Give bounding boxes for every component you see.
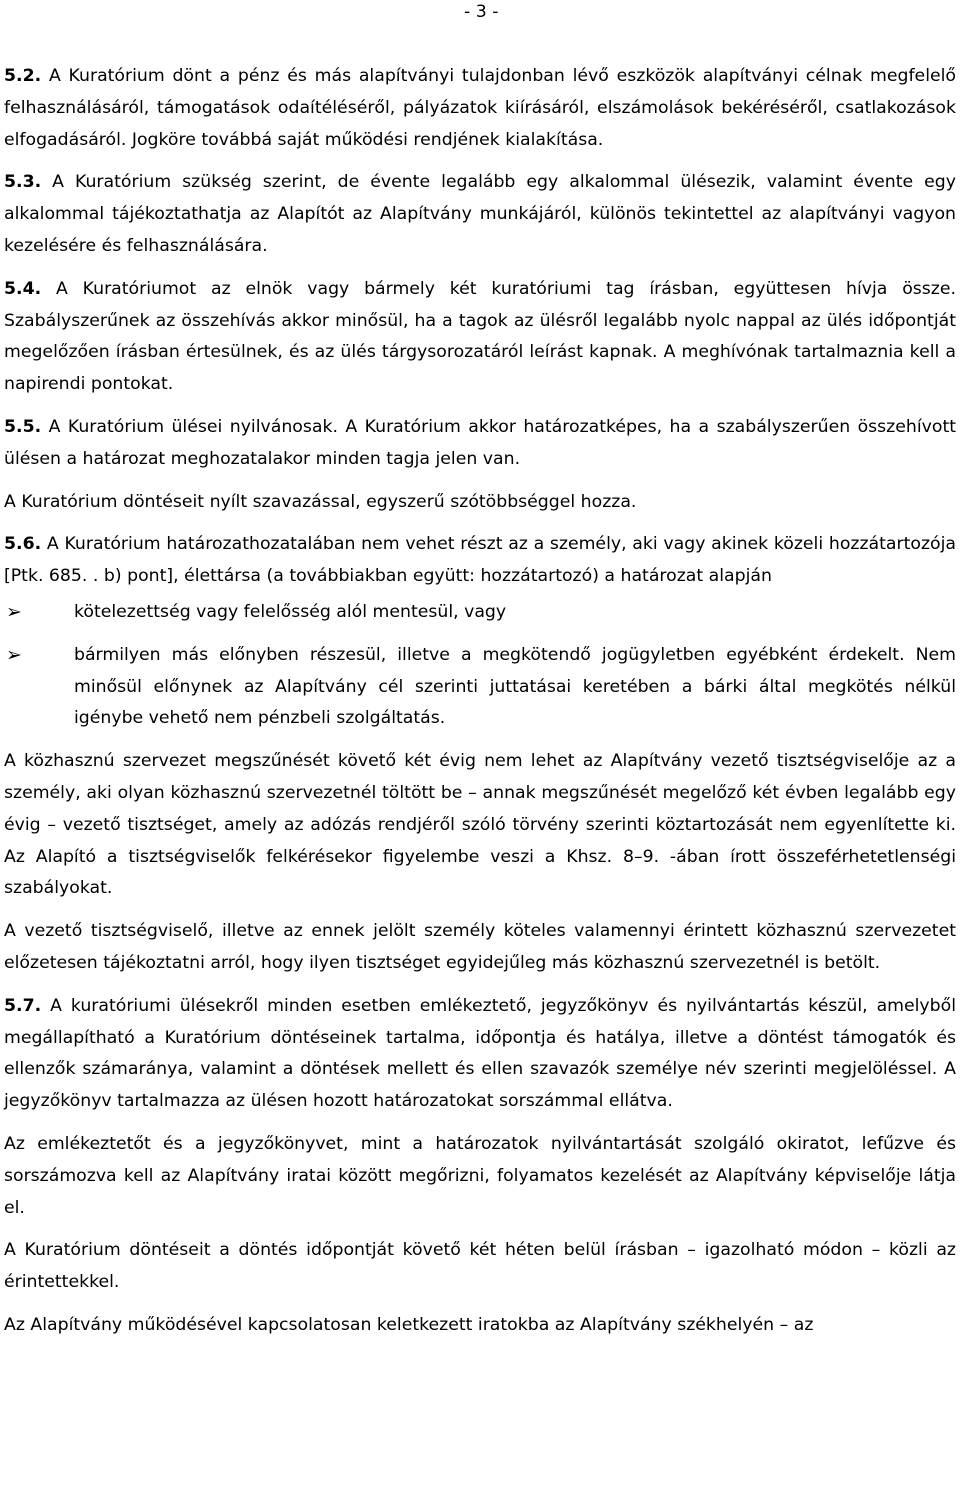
section-text: A Kuratórium ülései nyilvánosak. A Kuratórium akkor határozatképes, ha a szabályszerűen összehívott ülésen a határozat meghozatalakor minden tagja jelen van. [4,416,956,469]
arrow-bullet-icon: ➢ [6,643,22,666]
paragraph-records: Az emlékeztetőt és a jegyzőkönyvet, mint a határozatok nyilvántartását szolgáló okiratot, lefűzve és sorszámozva kell az Alapítvány iratai között megőrizni, folyamatos kezelését az Alapítvány képviselője látja el. [4,1133,956,1218]
section-5-3 [4,167,956,262]
section-5-7 [4,991,956,1118]
paragraph-documents: Az Alapítvány működésével kapcsolatosan keletkezett iratokba az Alapítvány székhelyén – az [4,1314,814,1335]
list-item-text: bármilyen más előnyben részesül, illetve a megkötendő jogügyletben egyébként érdekelt. Nem minősül előnynek az Alapítvány cél szerinti juttatásai keretében a bárki által megkötés nélkül igénybe vehető nem pénzbeli szolgáltatás. [74,644,956,729]
section-text: Szabályszerűnek az összehívás akkor minősül, ha a tagok az ülésről legalább nyolc nappal az ülés időpontját megelőzően írásban értesülnek, és az ülés tárgysorozatáról leírást kapnak. A meghívónak tartalmaznia kell a napirendi pontokat. [4,310,956,395]
section-5-5-voting: A Kuratórium döntéseit nyílt szavazással, egyszerű szótöbbséggel hozza. [4,491,637,512]
section-text: A Kuratóriumot az elnök vagy bármely két kuratóriumi tag írásban, együttesen hívja össze. [41,278,956,299]
section-text: A Kuratórium határozathozatalában nem vehet részt az a személy, aki vagy akinek közeli hozzátartozója [Ptk. 685. . b) pont], élettársa (a továbbiakban együtt: hozzátartozó) a határozat alapján [4,534,956,587]
paragraph-officer-notice: A vezető tisztségviselő, illetve az ennek jelölt személy köteles valamennyi érintett közhasznú szervezetet előzetesen tájékoztatni arról, hogy ilyen tisztséget egyidejűleg más közhasznú szervezetnél is betölt. [4,921,956,973]
list-item-text: kötelezettség vagy felelősség alól mentesül, vagy [74,601,507,622]
section-5-6 [4,529,956,593]
section-number: 5.6. [4,534,42,555]
section-5-2 [4,61,956,156]
section-5-5 [4,412,956,476]
section-number: 5.7. [4,995,42,1016]
paragraph-former-officer: A közhasznú szervezet megszűnését követő két évig nem lehet az Alapítvány vezető tisztségviselője az a személy, aki olyan közhasznú szervezetnél töltött be – annak megszűnését megelőző két évben legalább egy évig – vezető tisztséget, amely az adózás rendjéről szóló törvény szerinti köztartozását nem egyenlítette ki. Az Alapító a tisztségviselők felkérésekor figyelembe veszi a Khsz. 8–9. -ában írott összeférhetetlenségi szabályokat. [4,751,956,899]
section-text: A Kuratórium szükség szerint, de évente legalább egy alkalommal ülésezik, valamint évente egy alkalommal tájékoztathatja az Alapítót az Alapítvány munkájáról, különös tekintettel az alapítványi vagyon kezelésére és felhasználására. [4,172,956,256]
document-body [4,61,956,1353]
section-text: A Kuratórium dönt a pénz és más alapítványi tulajdonban lévő eszközök alapítványi célnak megfelelő felhasználásáról, támogatások odaítéléséről, pályázatok kiírásáról, elszámolások bekéréséről, csatlakozások elfogadásáról. Jogköre továbbá saját működési rendjének kialakítása. [4,66,956,150]
section-number: 5.3. [4,172,42,193]
section-number: 5.5. [4,416,42,437]
list-item [4,640,956,735]
section-number: 5.2. [4,66,42,86]
section-5-4 [4,274,956,401]
bullet-list [4,597,956,735]
list-item [4,597,956,629]
page-number: - 3 - [464,2,499,22]
paragraph-decisions: A Kuratórium döntéseit a döntés időpontját követő két héten belül írásban – igazolható módon – közli az érintettekkel. [4,1240,956,1293]
section-number: 5.4. [4,278,42,299]
arrow-bullet-icon: ➢ [6,600,22,623]
section-text: A kuratóriumi ülésekről minden esetben emlékeztető, jegyzőkönyv és nyilvántartás készül, amelyből megállapítható a Kuratórium döntéseinek tartalma, időpontja és hatálya, illetve a döntést támogatók és ellenzők számaránya, valamint a döntések mellett és ellen szavazók személye név szerinti megjelöléssel. A jegyzőkönyv tartalmazza az ülésen hozott határozatokat sorszámmal ellátva. [4,995,956,1112]
